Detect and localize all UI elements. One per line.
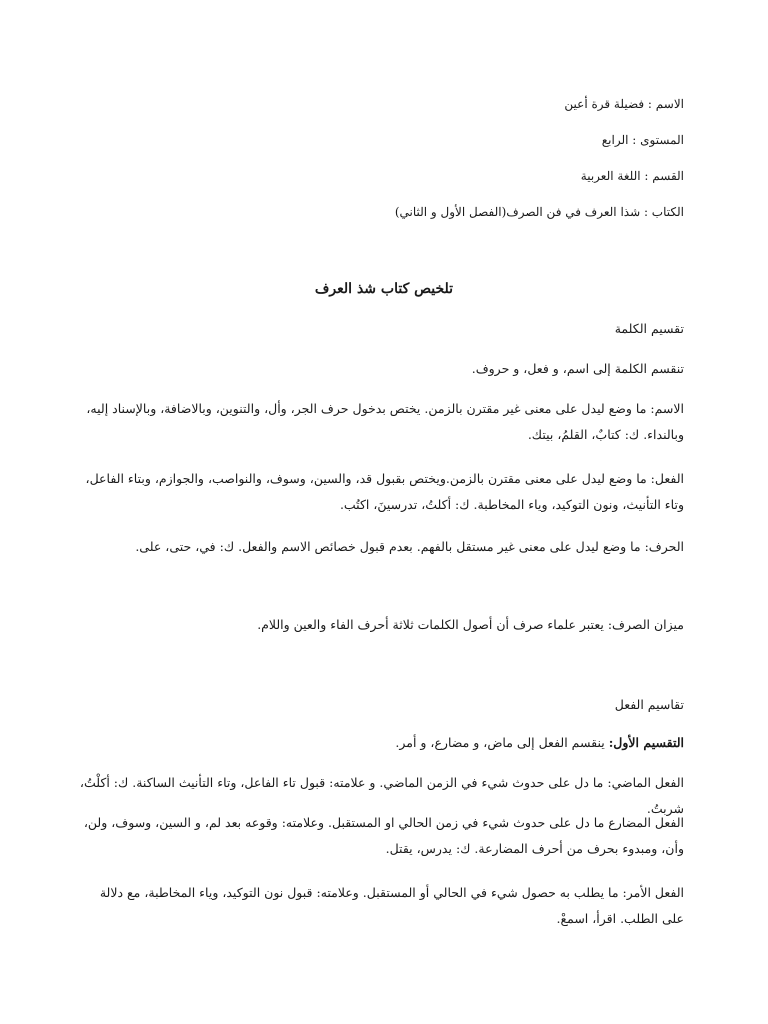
morphological-scale: ميزان الصرف: يعتبر علماء صرف أن أصول الكلمات ثلاثة أحرف الفاء والعين واللام.: [257, 617, 684, 632]
word-division-heading: تقسيم الكلمة: [614, 321, 684, 336]
page-title: تلخيص كتاب شذ العرف: [314, 281, 454, 297]
particle-definition: الحرف: ما وضع ليدل على معنى غير مستقل بالفهم. بعدم قبول خصائص الاسم والفعل. ك: في، حتى، على.: [135, 539, 684, 554]
verb-divisions-heading: تقاسيم الفعل: [614, 697, 684, 712]
student-name: الاسم : فضيلة قرة أعين: [564, 97, 684, 111]
first-division: [78, 730, 684, 756]
department: القسم : اللغة العربية: [580, 169, 684, 183]
word-division-text: تنقسم الكلمة إلى اسم، و فعل، و حروف.: [471, 361, 684, 376]
book-title: الكتاب : شذا العرف في فن الصرف(الفصل الأول و الثاني): [394, 205, 684, 219]
present-verb-definition: الفعل المضارع ما دل على حدوث شيء في زمن الحالي او المستقبل. وعلامته: وقوعه بعد لم، و السين، وسوف، ولن، وأن، ومبدوء بحرف من أحرف المضارعة. ك: يدرس، يقتل.: [83, 815, 684, 856]
first-division-lead: التقسيم الأول:: [608, 735, 684, 750]
past-verb-definition: الفعل الماضي: ما دل على حدوث شيء في الزمن الماضي. و علامته: قبول تاء الفاعل، وتاء التأنيث الساكنة. ك: أكلْتُ، شربتُ.: [79, 775, 684, 816]
verb-definition: الفعل: ما وضع ليدل على معنى مقترن بالزمن.ويختص بقبول قد، والسين، وسوف، والنواصب، والجوازم، وبتاء الفاعل، وتاء التأنيث، ونون التوكيد، وياء المخاطبة. ك: أكلتُ، تدرسينَ، اكتُب.: [85, 471, 684, 512]
imperative-verb-definition: الفعل الأمر: ما يطلب به حصول شيء في الحالي أو المستقبل. وعلامته: قبول نون التوكيد، وياء المخاطبة، مع دلالة على الطلب. اقرأ، اسمعْ.: [99, 885, 684, 926]
first-division-text: ينقسم الفعل إلى ماض، و مضارع، و أمر.: [395, 735, 609, 750]
student-level: المستوى : الرابع: [601, 133, 684, 147]
noun-definition: الاسم: ما وضع ليدل على معنى غير مقترن بالزمن. يختص بدخول حرف الجر، وأل، والتنوين، وبالاضافة، وبالإسناد إليه، وبالنداء. ك: كتابٌ، القلمُ، بيتك.: [86, 401, 684, 442]
